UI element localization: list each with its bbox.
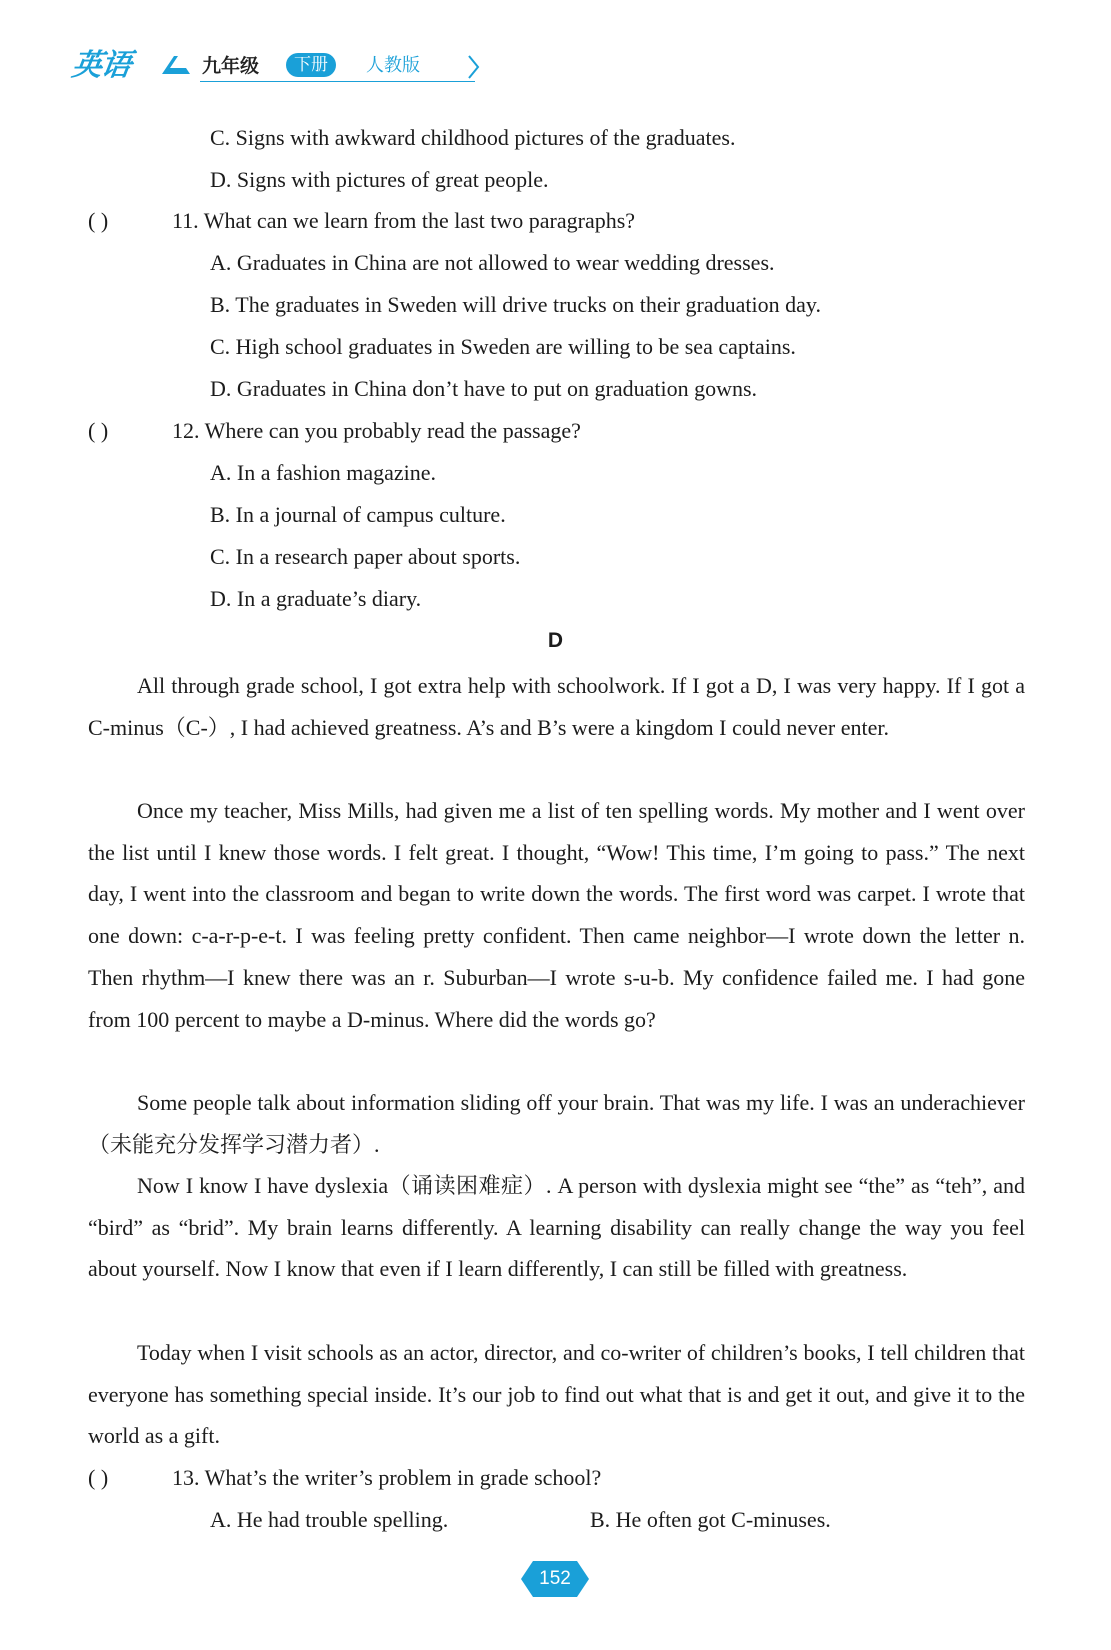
grade-label: 九年级 [202, 55, 260, 77]
q13-option-b: B. He often got C-minuses. [590, 1507, 831, 1532]
q11-stem: 11. What can we learn from the last two paragraphs? [172, 208, 636, 233]
logo-swoosh-icon [160, 52, 192, 78]
q12-stem: 12. Where can you probably read the passage? [172, 418, 581, 443]
q11-answer-blank: ( ) [88, 208, 109, 233]
q11-option-c: C. High school graduates in Sweden are willing to be sea captains. [210, 334, 796, 359]
q12-option-b: B. In a journal of campus culture. [210, 502, 506, 527]
q11-option-b: B. The graduates in Sweden will drive trucks on their graduation day. [210, 292, 821, 317]
page-number: 152 [539, 1568, 571, 1589]
q12-option-d: D. In a graduate’s diary. [210, 586, 422, 611]
q12-answer-blank: ( ) [88, 418, 109, 443]
volume-badge: 下册 [286, 53, 336, 77]
header-chevron-icon [468, 54, 480, 80]
passage-paragraph-2: Once my teacher, Miss Mills, had given me a list of ten spelling words. My mother and I went over the list until I knew those words. I felt great. I thought, “Wow! This time, I’m going to pass.” The next day, I went into the classroom and began to write down the words. The first word was carpet. I wrote that one down: c-a-r-p-e-t. I was feeling pretty confident. Then came neighbor—I wrote down the letter n. Then rhythm—I knew there was an r. Suburban—I wrote s-u-b. My confidence failed me. I had gone from 100 percent to maybe a D-minus. Where did the words go? [88, 798, 1025, 1032]
header-underline [200, 81, 475, 82]
q13-option-a: A. He had trouble spelling. [210, 1507, 449, 1532]
passage-paragraph-4: Now I know I have dyslexia（诵读困难症）. A person with dyslexia might see “the” as “teh”, and “bird” as “brid”. My brain learns differently. A learning disability can really change the way you feel about yourself. Now I know that even if I learn differently, I can still be filled with greatness. [88, 1173, 1025, 1282]
q11-option-a: A. Graduates in China are not allowed to wear wedding dresses. [210, 250, 775, 275]
edition-label: 人教版 [366, 55, 420, 76]
section-title: D [547, 629, 564, 652]
passage-paragraph-3: Some people talk about information sliding off your brain. That was my life. I was an underachiever（未能充分发挥学习潜力者）. [88, 1090, 1025, 1157]
q12-option-c: C. In a research paper about sports. [210, 544, 521, 569]
q11-option-d: D. Graduates in China don’t have to put on graduation gowns. [210, 376, 758, 401]
book-header [69, 46, 432, 86]
q10-option-c: C. Signs with awkward childhood pictures of the graduates. [210, 125, 736, 150]
passage-paragraph-5: Today when I visit schools as an actor, director, and co-writer of children’s books, I tell children that everyone has something special inside. It’s our job to find out what that is and get it out, and give it to the world as a gift. [88, 1340, 1025, 1449]
q12-option-a: A. In a fashion magazine. [210, 460, 437, 485]
series-logo: 英语 [69, 48, 133, 83]
q13-stem: 13. What’s the writer’s problem in grade school? [172, 1465, 602, 1490]
q13-answer-blank: ( ) [88, 1465, 109, 1490]
q10-option-d: D. Signs with pictures of great people. [210, 167, 549, 192]
passage-paragraph-1: All through grade school, I got extra help with schoolwork. If I got a D, I was very happy. If I got a C-minus（C-）, I had achieved greatness. A’s and B’s were a kingdom I could never enter. [88, 673, 1025, 740]
